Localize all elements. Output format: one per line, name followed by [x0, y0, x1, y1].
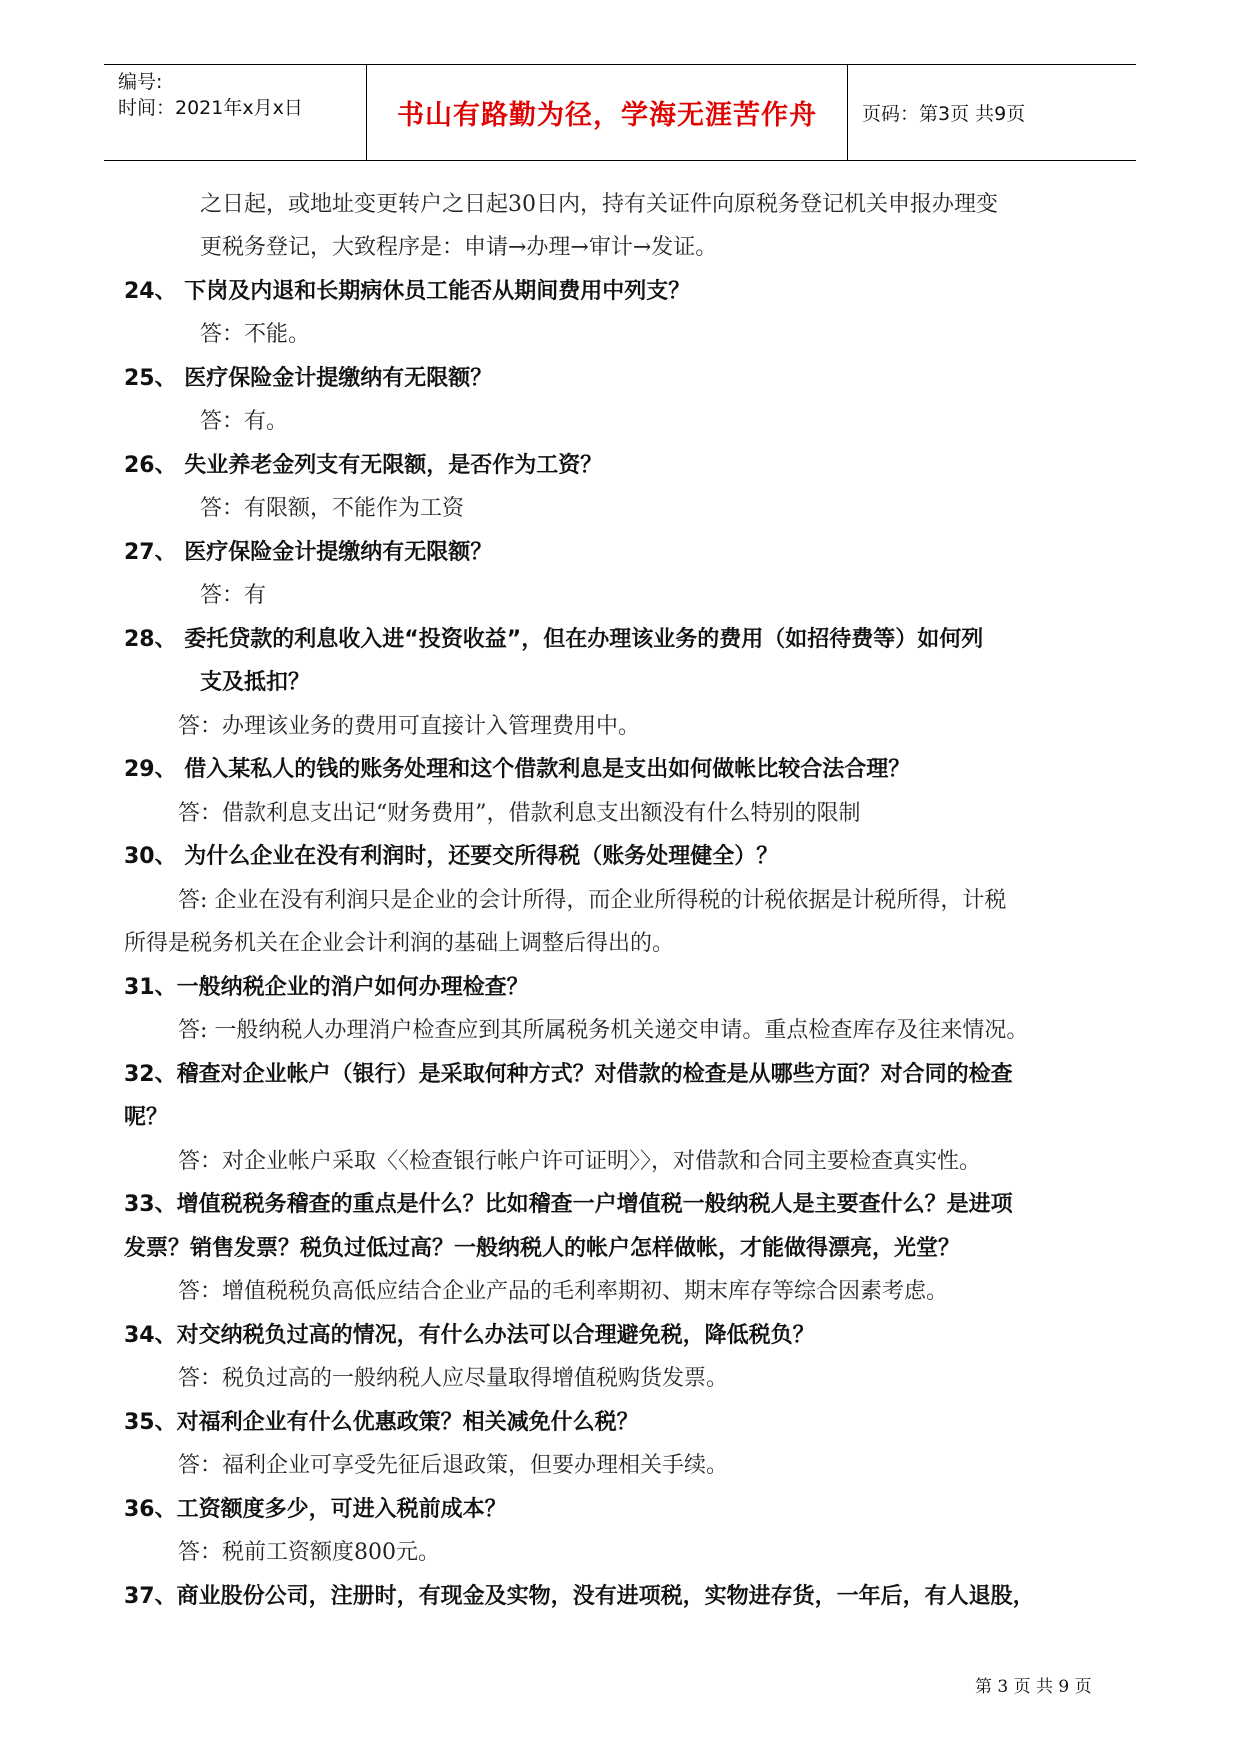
question-26: 26、 失业养老金列支有无限额，是否作为工资？: [124, 453, 603, 478]
answer-28: 答：办理该业务的费用可直接计入管理费用中。: [178, 714, 641, 739]
page-header: [104, 64, 1136, 161]
answer-34: 答：税负过高的一般纳税人应尽量取得增值税购货发票。: [178, 1366, 729, 1391]
answer-30-cont: 所得是税务机关在企业会计利润的基础上调整后得出的。: [124, 931, 675, 956]
answer-36: 答：税前工资额度800元。: [178, 1540, 440, 1565]
page-footer: 第 3 页 共 9 页: [975, 1677, 1092, 1697]
question-36: 36、工资额度多少，可进入税前成本？: [124, 1497, 507, 1522]
question-37: 37、商业股份公司，注册时，有现金及实物，没有进项税，实物进存货，一年后，有人退股，: [124, 1584, 1035, 1609]
question-33: 33、增值税税务稽查的重点是什么？比如稽查一户增值税一般纳税人是主要查什么？是进项: [124, 1192, 1013, 1217]
answer-27: 答：有: [200, 583, 267, 608]
question-31: 31、一般纳税企业的消户如何办理检查？: [124, 975, 529, 1000]
question-25: 25、 医疗保险金计提缴纳有无限额？: [124, 366, 493, 391]
question-24: 24、 下岗及内退和长期病休员工能否从期间费用中列支？: [124, 279, 691, 304]
page-label: 页码：第3页 共9页: [862, 103, 1026, 125]
answer-24: 答：不能。: [200, 322, 311, 347]
answer-35: 答：福利企业可享受先征后退政策，但要办理相关手续。: [178, 1453, 729, 1478]
text-line: 更税务登记，大致程序是：申请→办理→审计→发证。: [200, 235, 718, 260]
answer-30: 答: 企业在没有利润只是企业的会计所得，而企业所得税的计税依据是计税所得，计税: [178, 888, 1007, 913]
question-35: 35、对福利企业有什么优惠政策？相关减免什么税？: [124, 1410, 639, 1435]
question-32-cont: 呢？: [124, 1105, 169, 1130]
answer-29: 答：借款利息支出记“财务费用”，借款利息支出额没有什么特别的限制: [178, 801, 861, 826]
answer-33: 答：增值税税负高低应结合企业产品的毛利率期初、期末库存等综合因素考虑。: [178, 1279, 949, 1304]
answer-31: 答: 一般纳税人办理消户检查应到其所属税务机关递交申请。重点检查库存及往来情况。: [178, 1018, 1029, 1043]
time-label: 时间：2021年x月x日: [118, 97, 303, 119]
question-27: 27、 医疗保险金计提缴纳有无限额？: [124, 540, 493, 565]
question-32: 32、稽查对企业帐户（银行）是采取何种方式？对借款的检查是从哪些方面？对合同的检查: [124, 1062, 1013, 1087]
header-meta: [104, 65, 367, 160]
answer-25: 答：有。: [200, 409, 289, 434]
answer-26: 答：有限额，不能作为工资: [200, 496, 465, 521]
answer-32: 答：对企业帐户采取〈〈检查银行帐户许可证明〉〉，对借款和合同主要检查真实性。: [178, 1149, 982, 1174]
question-30: 30、 为什么企业在没有利润时，还要交所得税（账务处理健全）？: [124, 844, 779, 869]
motto: 书山有路勤为径，学海无涯苦作舟: [367, 65, 848, 160]
question-29: 29、 借入某私人的钱的账务处理和这个借款利息是支出如何做帐比较合法合理？: [124, 757, 911, 782]
question-28-cont: 支及抵扣？: [200, 670, 311, 695]
question-33-cont: 发票？销售发票？税负过低过高？一般纳税人的帐户怎样做帐，才能做得漂亮，光堂？: [124, 1236, 961, 1261]
question-28: 28、 委托贷款的利息收入进“投资收益”，但在办理该业务的费用（如招待费等）如何列: [124, 627, 984, 652]
question-34: 34、对交纳税负过高的情况，有什么办法可以合理避免税，降低税负？: [124, 1323, 815, 1348]
text-line: 之日起，或地址变更转户之日起30日内，持有关证件向原税务登记机关申报办理变: [200, 192, 998, 217]
number-label: 编号:: [118, 71, 163, 93]
